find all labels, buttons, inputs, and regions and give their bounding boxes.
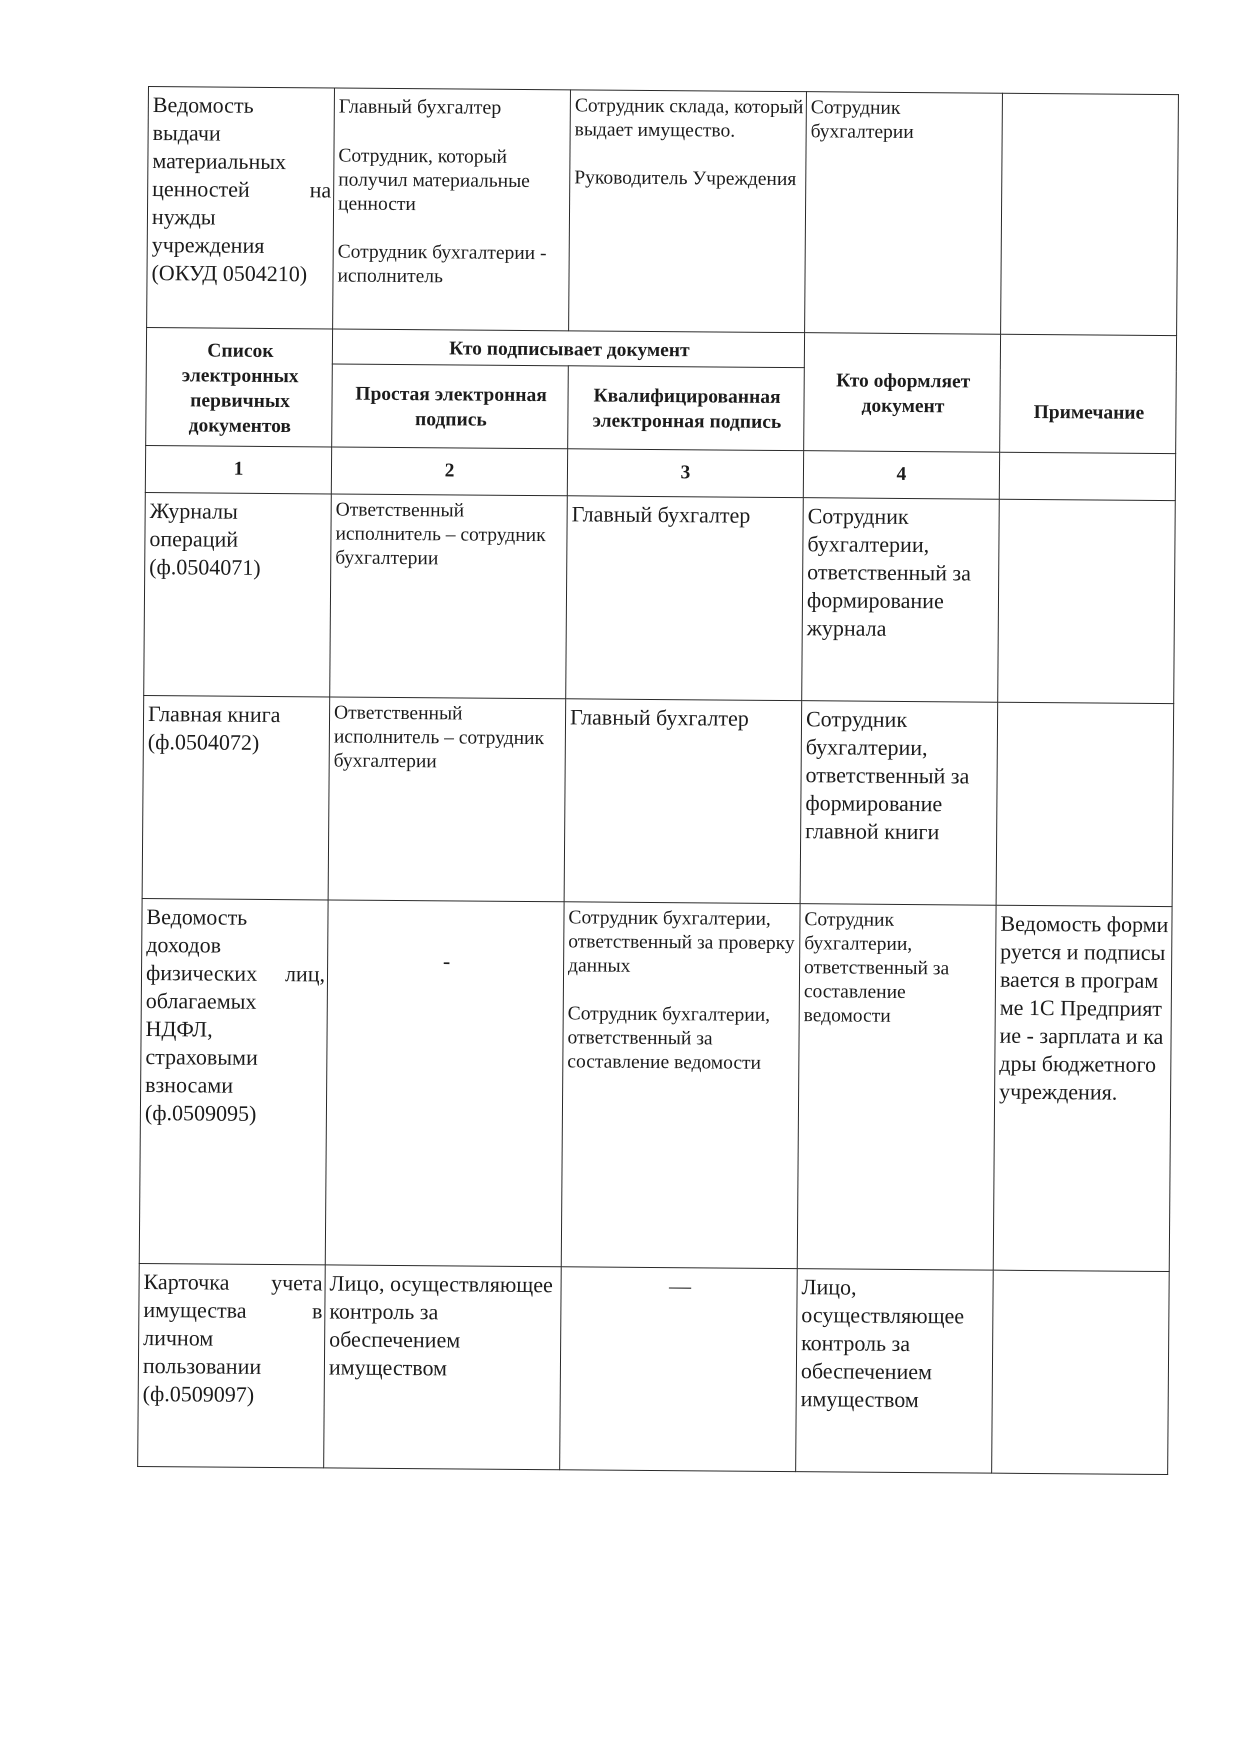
table-row <box>139 898 1172 1271</box>
simple-signature-cell <box>333 88 571 331</box>
table-row <box>138 1263 1170 1474</box>
doc-name-line: взносами <box>145 1072 234 1098</box>
doc-name-cell: Журналы операций (ф.0504071) <box>144 492 332 696</box>
header-who-signs: Кто подписывает документ <box>332 329 804 368</box>
preparer-cell: Сотрудник бухгалтерии, ответственный за составление ведомости <box>797 904 996 1271</box>
qualified-signature-cell <box>569 90 807 333</box>
signer-text: Сотрудник склада, который выдает имущество. <box>574 95 804 142</box>
doc-name-line: Карточка учета <box>143 1269 323 1296</box>
signer-text: Сотрудник бухгалтерии, ответственный за составление ведомости <box>567 1003 771 1074</box>
doc-name-line: (ОКУД 0504210) <box>151 260 308 287</box>
header-who-prepares: Кто оформляет документ <box>804 333 1001 453</box>
column-number: 1 <box>145 445 331 493</box>
column-numbers-row <box>145 445 1175 500</box>
qualified-signature-cell: Главный бухгалтер <box>566 496 804 701</box>
table-row <box>147 87 1179 336</box>
qualified-signature-cell: — <box>560 1267 798 1472</box>
doc-name-cell <box>138 1263 326 1467</box>
preparer-cell: Сотрудник бухгалтерии, ответственный за формирование журнала <box>802 498 1000 703</box>
document-sheet <box>137 86 1178 1475</box>
qualified-signature-cell <box>561 902 800 1269</box>
table-row <box>142 695 1174 906</box>
signer-text: Сотрудник бухгалтерии - исполнитель <box>337 241 547 288</box>
doc-name-line: страховыми <box>145 1044 258 1070</box>
preparer-cell <box>805 92 1003 335</box>
column-number: 2 <box>331 447 567 496</box>
dash-text: - <box>442 948 451 974</box>
doc-name-line: пользовании <box>142 1353 262 1379</box>
doc-name-line: учреждения <box>151 232 265 258</box>
doc-name-line: материальных <box>152 148 287 175</box>
signer-text: Главный бухгалтер <box>338 95 502 119</box>
header-simple-signature: Простая электронная подпись <box>332 364 569 449</box>
doc-name-line: Ведомость <box>152 92 254 118</box>
simple-signature-cell: Ответственный исполнитель – сотрудник бухгалтерии <box>330 494 568 699</box>
note-cell <box>992 1270 1170 1474</box>
doc-name-line: ценностей на <box>152 176 332 203</box>
signer-text: Руководитель Учреждения <box>574 167 797 191</box>
column-number <box>999 452 1175 500</box>
signer-text: Сотрудник бухгалтерии, ответственный за проверку данных <box>568 907 795 977</box>
doc-name-line: выдачи <box>152 120 221 146</box>
note-cell: Ведомость формируется и подписывается в программе 1С Предприятие - зарплата и кадры бюджетного учреждения. <box>993 905 1172 1271</box>
note-text <box>1007 98 1176 99</box>
doc-name-line: физических лиц, <box>145 960 326 987</box>
table-row <box>144 492 1176 703</box>
doc-name-line: (ф.0509095) <box>144 1100 257 1126</box>
signer-text: Сотрудник, который получил материальные ценности <box>337 145 530 216</box>
doc-name-cell <box>147 87 335 329</box>
doc-name-line: личном <box>143 1325 214 1351</box>
doc-name-line: имущества в <box>143 1297 323 1324</box>
header-qualified-signature: Квалифицированная электронная подпись <box>568 366 805 451</box>
doc-name-cell <box>139 898 328 1264</box>
simple-signature-cell <box>325 900 564 1267</box>
column-number: 3 <box>567 449 803 498</box>
simple-signature-cell: Лицо, осуществляющее контроль за обеспечением имуществом <box>324 1265 562 1470</box>
doc-name-line: НДФЛ, <box>145 1016 213 1042</box>
documents-table <box>137 86 1179 1475</box>
header-doc-list: Список электронных первичных документов <box>146 327 333 446</box>
note-cell <box>996 702 1174 906</box>
header-note: Примечание <box>1000 334 1177 453</box>
preparer-cell: Лицо, осуществляющее контроль за обеспечением имуществом <box>796 1269 994 1474</box>
preparer-text: Сотрудник бухгалтерии <box>810 97 914 144</box>
note-cell <box>998 499 1176 703</box>
doc-name-line: облагаемых <box>145 988 257 1014</box>
header-row <box>146 327 1176 370</box>
doc-name-line: нужды <box>151 204 216 230</box>
simple-signature-cell: Ответственный исполнитель – сотрудник бухгалтерии <box>328 697 566 902</box>
doc-name-cell: Главная книга (ф.0504072) <box>142 695 330 899</box>
qualified-signature-cell: Главный бухгалтер <box>564 699 802 904</box>
column-number: 4 <box>803 451 999 500</box>
preparer-cell: Сотрудник бухгалтерии, ответственный за формирование главной книги <box>800 701 998 906</box>
doc-name-line: Ведомость <box>146 904 248 930</box>
doc-name-line: доходов <box>146 932 222 958</box>
note-cell <box>1001 93 1179 335</box>
doc-name-line: (ф.0509097) <box>142 1380 255 1407</box>
